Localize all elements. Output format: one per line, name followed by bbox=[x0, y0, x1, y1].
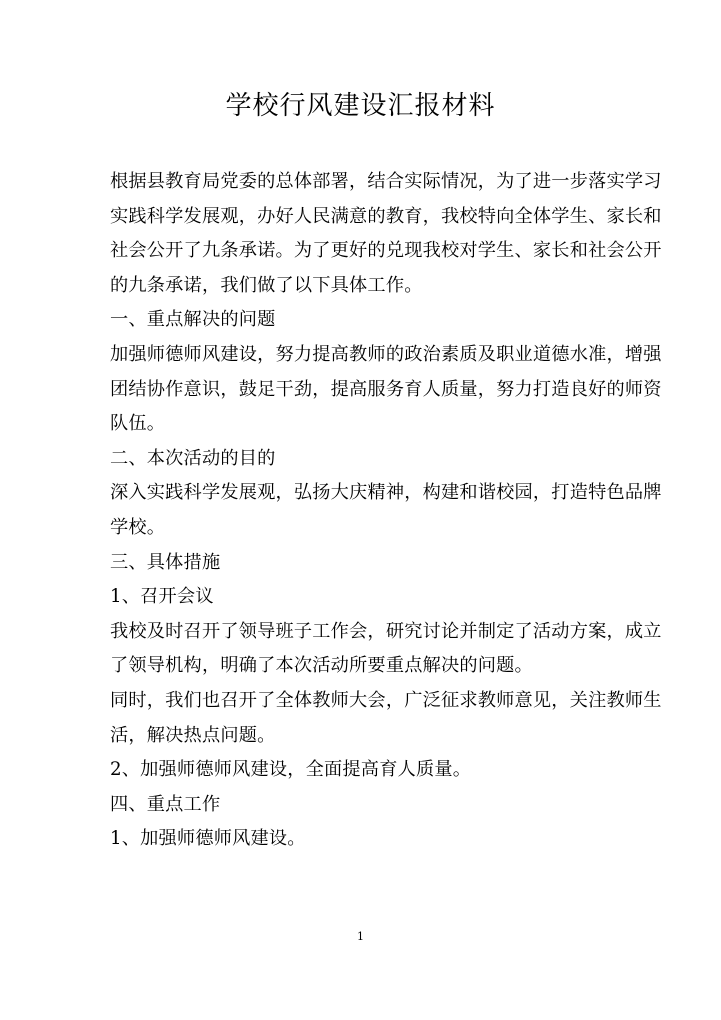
paragraph-line: 同时，我们也召开了全体教师大会，广泛征求教师意见，关注教师生 bbox=[110, 689, 662, 711]
paragraph-line: 实践科学发展观，办好人民满意的教育，我校特向全体学生、家长和 bbox=[110, 205, 662, 227]
document-title: 学校行风建设汇报材料 bbox=[225, 91, 496, 121]
subsection-heading: 2、加强师德师风建设，全面提高育人质量。 bbox=[110, 759, 472, 781]
paragraph-line: 学校。 bbox=[110, 516, 166, 538]
paragraph-line: 深入实践科学发展观，弘扬大庆精神，构建和谐校园，打造特色品牌 bbox=[110, 482, 662, 504]
section-heading: 三、具体措施 bbox=[110, 551, 221, 573]
paragraph-line: 加强师德师风建设，努力提高教师的政治素质及职业道德水准，增强 bbox=[110, 343, 662, 365]
paragraph-line: 团结协作意识，鼓足干劲，提高服务育人质量，努力打造良好的师资 bbox=[110, 378, 662, 400]
section-heading: 四、重点工作 bbox=[110, 793, 221, 815]
paragraph-line: 队伍。 bbox=[110, 413, 166, 435]
document-body bbox=[110, 165, 662, 857]
subsection-heading: 1、召开会议 bbox=[110, 586, 214, 608]
paragraph-line: 社会公开了九条承诺。为了更好的兑现我校对学生、家长和社会公开 bbox=[110, 240, 662, 262]
paragraph-line: 活，解决热点问题。 bbox=[110, 724, 276, 746]
page-number: 1 bbox=[357, 930, 364, 943]
subsection-heading: 1、加强师德师风建设。 bbox=[110, 828, 306, 850]
paragraph-line: 根据县教育局党委的总体部署，结合实际情况，为了进一步落实学习 bbox=[110, 171, 662, 192]
section-heading: 一、重点解决的问题 bbox=[110, 309, 276, 331]
section-heading: 二、本次活动的目的 bbox=[110, 447, 276, 469]
paragraph-line: 了领导机构，明确了本次活动所要重点解决的问题。 bbox=[110, 655, 533, 677]
paragraph-line: 的九条承诺，我们做了以下具体工作。 bbox=[110, 274, 423, 296]
paragraph-line: 我校及时召开了领导班子工作会，研究讨论并制定了活动方案，成立 bbox=[110, 620, 662, 642]
